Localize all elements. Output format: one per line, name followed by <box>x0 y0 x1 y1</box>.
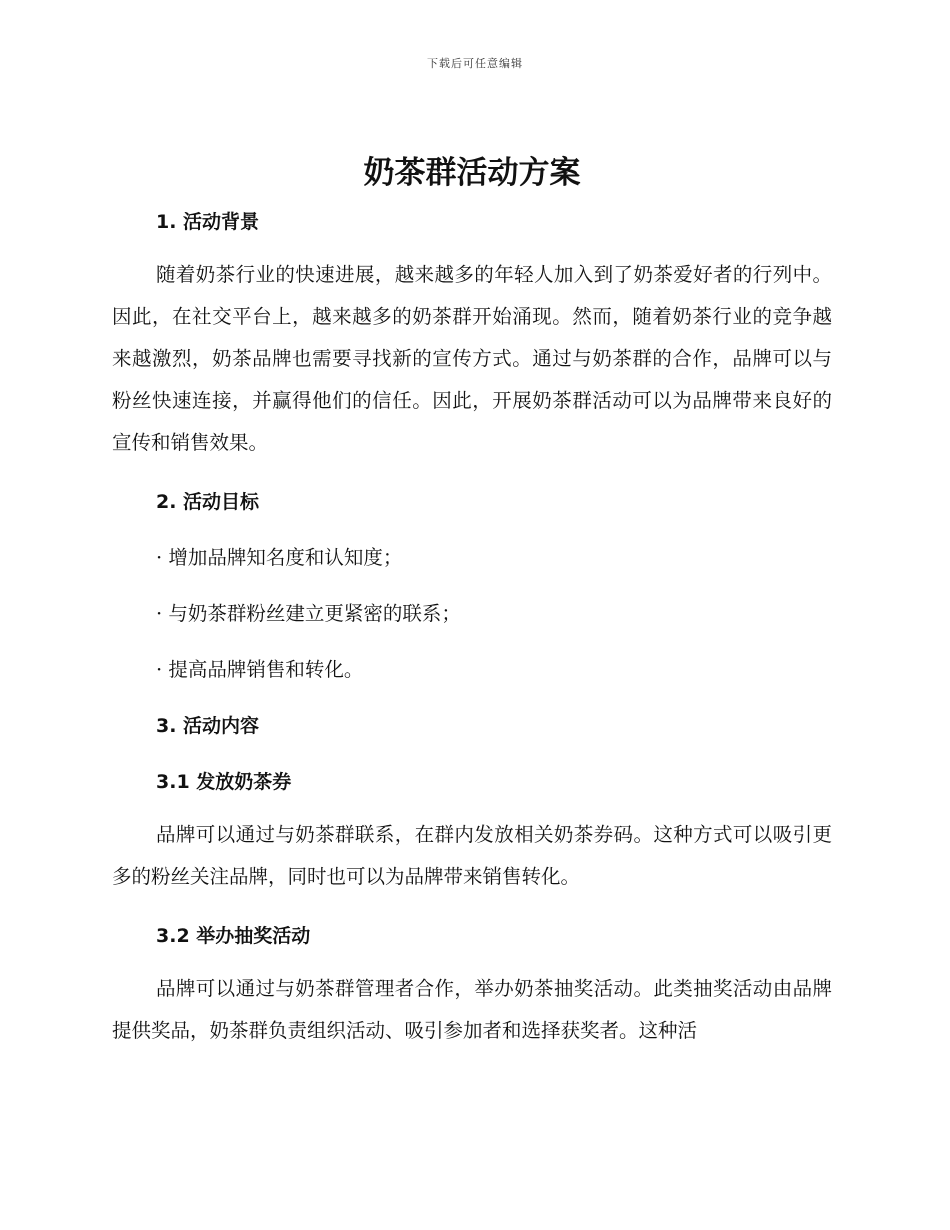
list-item: · 提高品牌销售和转化。 <box>156 658 364 681</box>
section-paragraph-lottery: 品牌可以通过与奶茶群管理者合作，举办奶茶抽奖活动。此类抽奖活动由品牌提供奖品，奶茶群负责组织活动、吸引参加者和选择获奖者。这种活 <box>112 977 832 1042</box>
section-heading-coupons: 3.1 发放奶茶券 <box>156 771 292 793</box>
section-paragraph-background: 随着奶茶行业的快速进展，越来越多的年轻人加入到了奶茶爱好者的行列中。因此，在社交平台上，越来越多的奶茶群开始涌现。然而，随着奶茶行业的竞争越来越激烈，奶茶品牌也需要寻找新的宣传方式。通过与奶茶群的合作，品牌可以与粉丝快速连接，并赢得他们的信任。因此，开展奶茶群活动可以为品牌带来良好的宣传和销售效果。 <box>112 263 832 454</box>
section-paragraph-coupons: 品牌可以通过与奶茶群联系，在群内发放相关奶茶券码。这种方式可以吸引更多的粉丝关注品牌，同时也可以为品牌带来销售转化。 <box>112 823 832 888</box>
section-heading-goals: 2. 活动目标 <box>156 491 260 513</box>
section-heading-background: 1. 活动背景 <box>156 211 260 233</box>
header-note: 下载后可任意编辑 <box>427 57 523 70</box>
document-body <box>112 150 832 1052</box>
section-heading-content: 3. 活动内容 <box>156 715 260 737</box>
document-title: 奶茶群活动方案 <box>363 155 581 191</box>
section-heading-lottery: 3.2 举办抽奖活动 <box>156 925 311 947</box>
list-item: · 与奶茶群粉丝建立更紧密的联系； <box>156 602 461 625</box>
list-item: · 增加品牌知名度和认知度； <box>156 546 403 569</box>
